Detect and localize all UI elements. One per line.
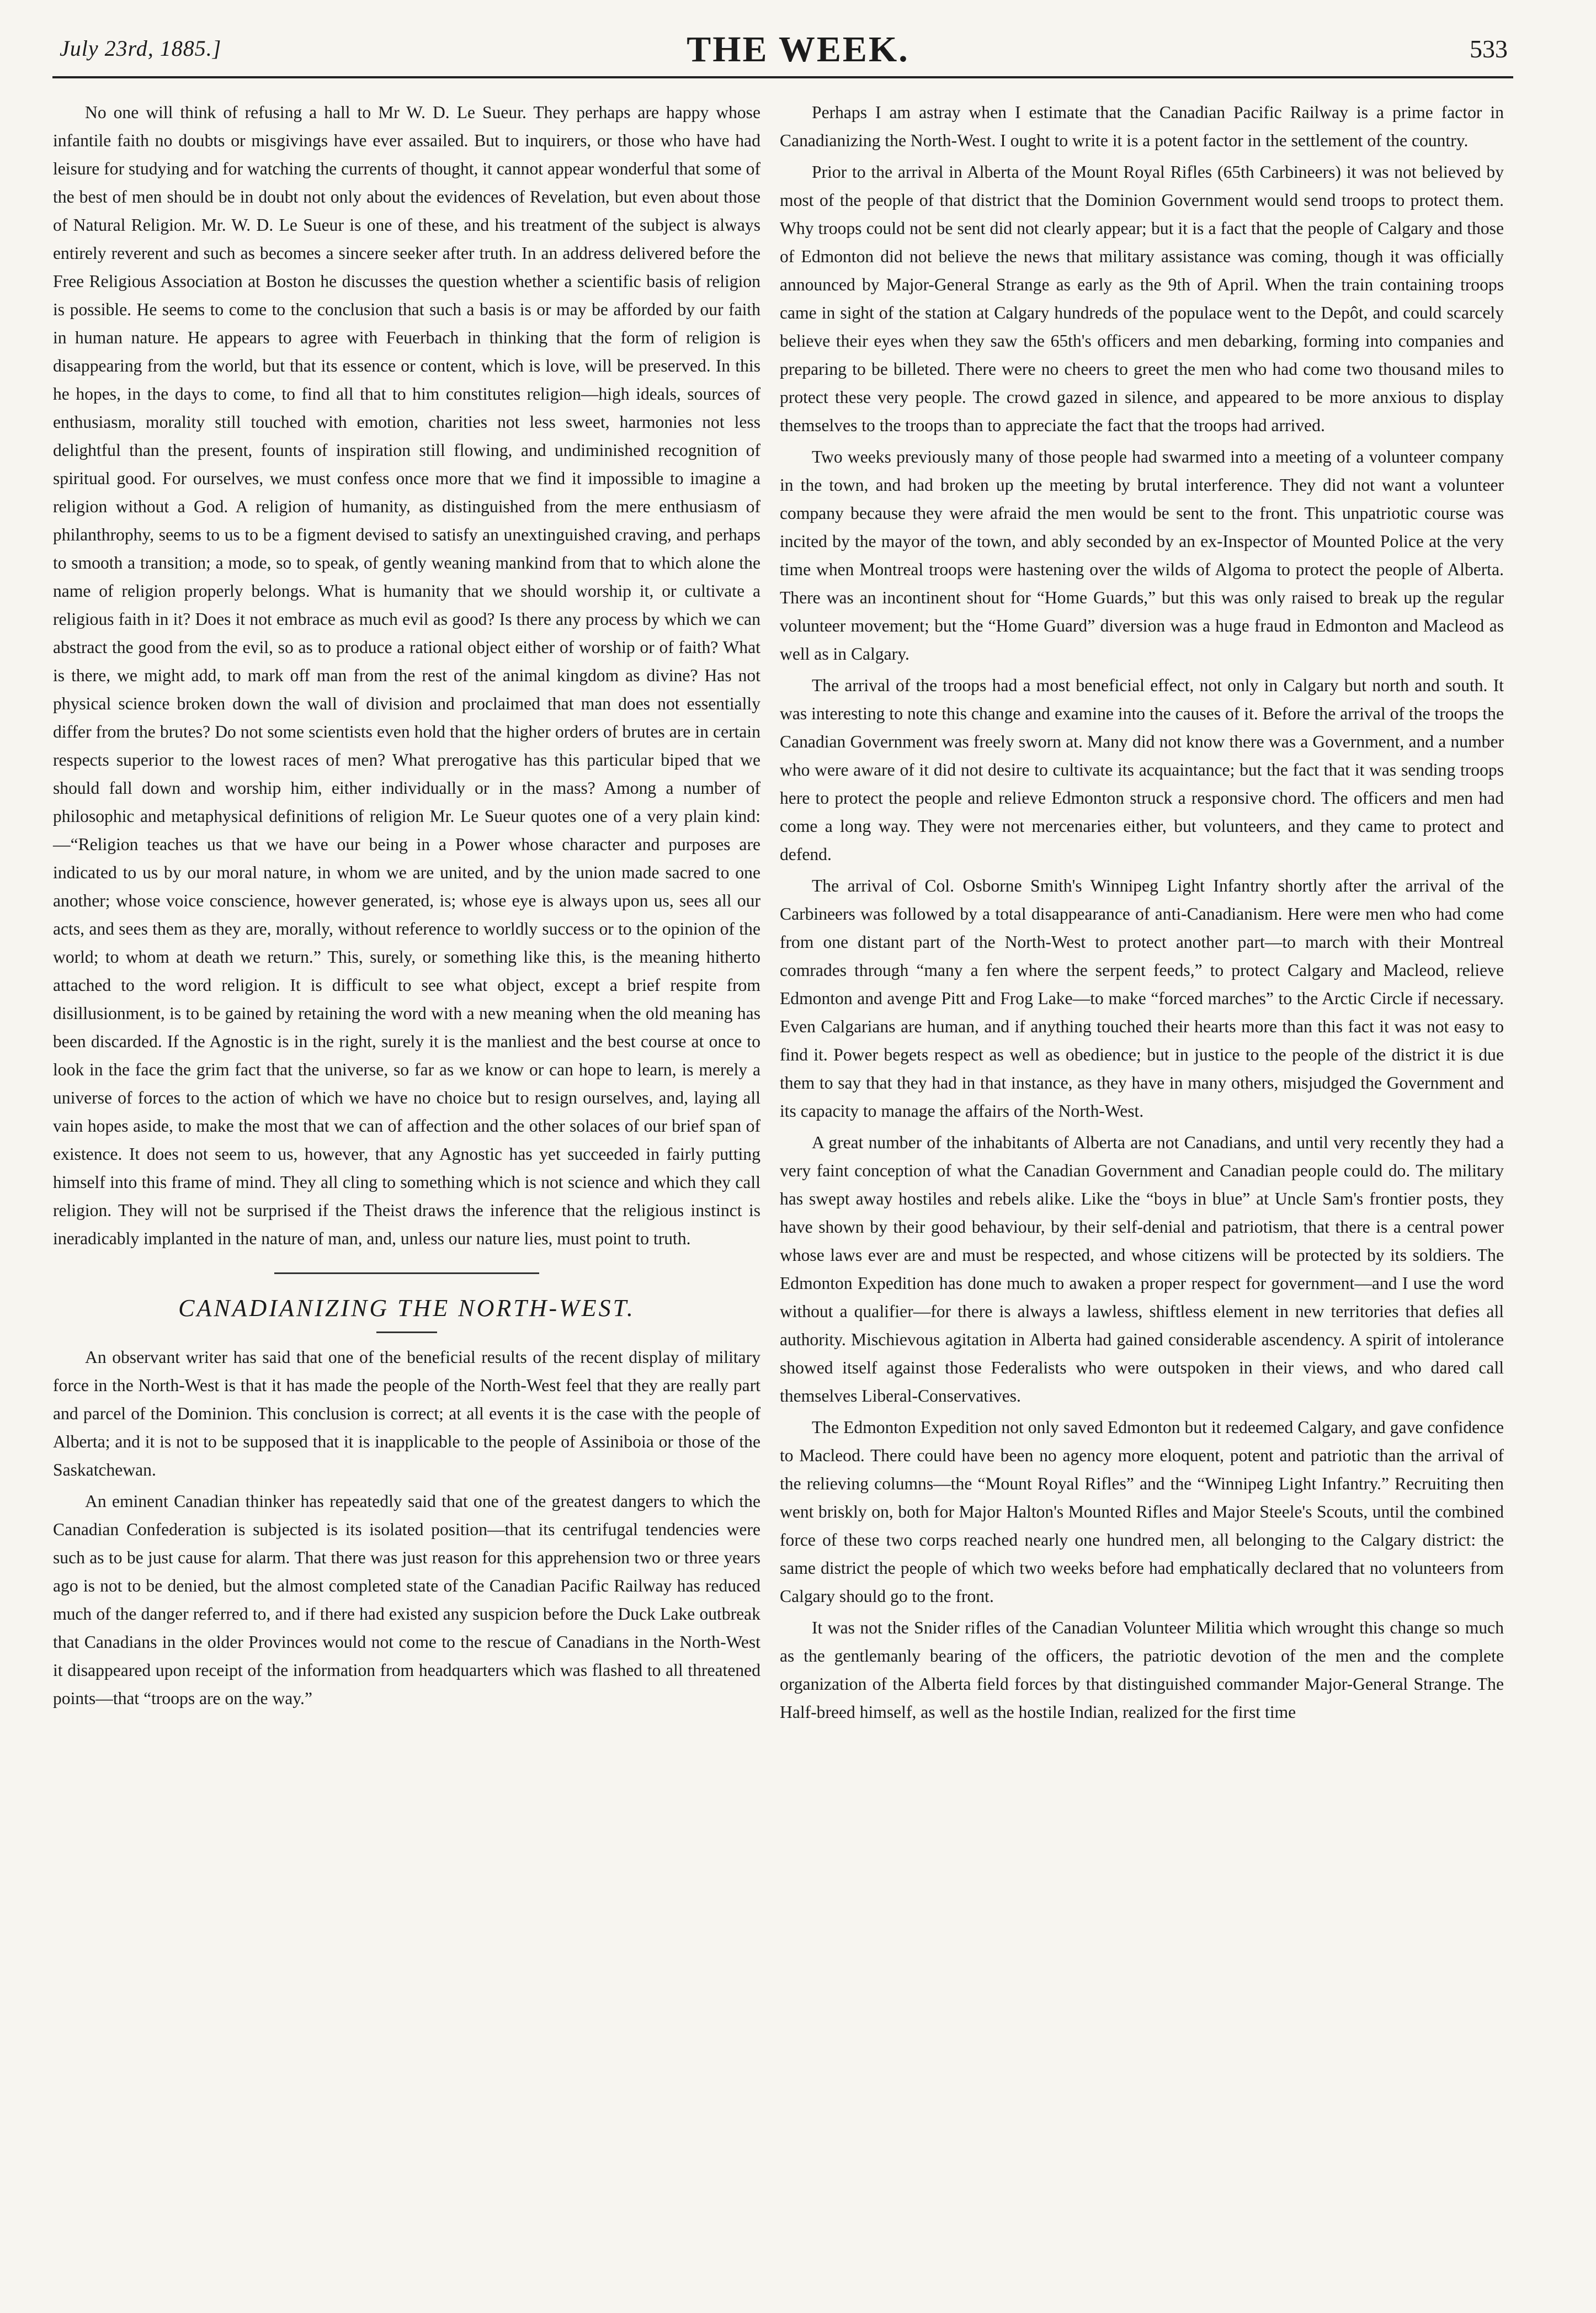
page-number: 533 (1470, 35, 1508, 63)
article-paragraph: It was not the Snider rifles of the Canadian Volunteer Militia which wrought this change so much as the gentlemanly bearing of the officers, the patriotic devotion of the men and the complete organization of the Alberta field forces by that distinguished commander Major-General Strange. The Half-breed himself, as well as the hostile Indian, realized for the first time (780, 1618, 1504, 1722)
article-paragraph: The arrival of the troops had a most beneficial effect, not only in Calgary but north and south. It was interesting to note this change and examine into the causes of it. Before the arrival of the troops the Canadian Government was freely sworn at. Many did not know there was a Government, and a number who were aware of it did not desire to cultivate its acquaintance; but the fact that it was sending troops here to protect the people and relieve Edmonton struck a responsive chord. The officers and men had come a long way. They were not mercenaries either, but volunteers, and they came to protect and defend. (780, 676, 1504, 864)
article-paragraph: An eminent Canadian thinker has repeatedly said that one of the greatest dangers to which the Canadian Confederation is subjected is its isolated position—that its centrifugal tendencies were such as to be just cause for alarm. That there was just reason for this apprehension two or three years ago is not to be denied, but the almost completed state of the Canadian Pacific Railway has reduced much of the danger referred to, and if there had existed any suspicion before the Duck Lake outbreak that Canadians in the older Provinces would not come to the rescue of Canadians in the North-West it disappeared upon receipt of the information from headquarters which was flashed to all threatened points—that “troops are on the way.” (53, 1492, 760, 1708)
right-column (780, 98, 1504, 1730)
header-rule (52, 76, 1513, 78)
article-paragraph: Prior to the arrival in Alberta of the Mount Royal Rifles (65th Carbineers) it was not believed by most of the people of that district that the Dominion Government would send troops to protect them. Why troops could not be sent did not clearly appear; but it is a fact that the people of Calgary and those of Edmonton did not believe the news that military assistance was coming, though it was officially announced by Major-General Strange as early as the 9th of April. When the train containing troops came in sight of the station at Calgary hundreds of the populace went to the Depôt, and could scarcely believe their eyes when they saw the 65th's officers and men debarking, forming into companies and preparing to be billeted. There were no cheers to greet the men who had come two thousand miles to protect these very people. The crowd gazed in silence, and appeared to be more anxious to display themselves to the troops than to appreciate the fact that the troops had arrived. (780, 162, 1504, 435)
article-paragraph: Two weeks previously many of those people had swarmed into a meeting of a volunteer company in the town, and had broken up the meeting by brutal interference. They did not want a volunteer company because they were afraid the men would be sent to the front. This unpatriotic course was incited by the mayor of the town, and ably seconded by an ex-Inspector of Mounted Police at the very time when Montreal troops were hastening over the wilds of Algoma to protect the people of Alberta. There was an incontinent shout for “Home Guards,” but this was only raised to break up the regular volunteer movement; but the “Home Guard” diversion was a huge fraud in Edmonton and Macleod as well as in Calgary. (780, 447, 1504, 664)
article-paragraph: The arrival of Col. Osborne Smith's Winnipeg Light Infantry shortly after the arrival of the Carbineers was followed by a total disappearance of anti-Canadianism. Here were men who had come from one distant part of the North-West to protect another part—to march with their Montreal comrades through “many a fen where the serpent feeds,” to protect Calgary and Macleod, relieve Edmonton and avenge Pitt and Frog Lake—to make “forced marches” to the Arctic Circle if necessary. Even Calgarians are human, and if anything touched their hearts more than this fact it was not easy to find it. Power begets respect as well as obedience; but in justice to the people of the district it is due them to say that they had in that instance, as they have in many others, misjudged the Government and its capacity to manage the affairs of the North-West. (780, 876, 1504, 1121)
left-column (53, 98, 760, 1716)
page-header (0, 0, 1596, 83)
le-sueur-paragraph: No one will think of refusing a hall to Mr W. D. Le Sueur. They perhaps are happy whose infantile faith no doubts or misgivings have ever assailed. But to inquirers, or those who have had leisure for studying and for watching the currents of thought, it cannot appear wonderful that some of the best of men should be in doubt not only about the evidences of Revelation, but even about those of Natural Religion. Mr. W. D. Le Sueur is one of these, and his treatment of the subject is always entirely reverent and such as becomes a sincere seeker after truth. In an address delivered before the Free Religious Association at Boston he discusses the question whether a scientific basis of religion is possible. He seems to come to the conclusion that such a basis is or may be afforded by our faith in human nature. He appears to agree with Feuerbach in thinking that the form of religion is disappearing from the world, but that its essence or content, which is love, will be preserved. In this he hopes, in the days to come, to find all that to him constitutes religion—high ideals, sources of enthusiasm, morality still touched with emotion, charities not less sweet, harmonies not less delightful than the present, founts of inspiration still flowing, and undiminished recognition of spiritual good. For ourselves, we must confess once more that we find it impossible to imagine a religion without a God. A religion of humanity, as distinguished from the mere enthusiasm of philanthrophy, seems to us to be a figment devised to satisfy an unextinguished craving, and perhaps to smooth a transition; a mode, so to speak, of gently weaning mankind from that to which alone the name of religion properly belongs. What is humanity that we should worship it, or cultivate a religious faith in it? Does it not embrace as much evil as good? Is there any process by which we can abstract the good from the evil, so as to produce a rational object either of worship or of faith? What is there, we might add, to mark off man from the rest of the animal kingdom as divine? Has not physical science broken down the wall of division and proclaimed that man does not essentially differ from the brutes? Do not some scientists even hold that the higher orders of brutes are in certain respects superior to the lowest races of men? What prerogative has this particular biped that we should fall down and worship him, either individually or in the mass? Among a number of philosophic and metaphysical definitions of religion Mr. Le Sueur quotes one of a very plain kind:—“Religion teaches us that we have our being in a Power whose character and purposes are indicated to us by our moral nature, in whom we are united, and by the union made sacred to one another; whose voice conscience, however generated, is; whose eye is always upon us, sees all our acts, and sees them as they are, morally, without reference to worldly success or to the opinion of the world; to whom at death we return.” This, surely, or something like this, is the meaning hitherto attached to the word religion. It is difficult to see what object, except a brief respite from disillusionment, is to be gained by retaining the word with a new meaning when the old meaning has been discarded. If the Agnostic is in the right, surely it is the manliest and the best course at once to look in the face the grim fact that the universe, so far as we know or can hope to learn, is merely a universe of forces to the action of which we have no choice but to resign ourselves, and, laying all vain hopes aside, to make the most that we can of affection and the other solaces of our brief span of existence. It does not seem to us, however, that any Agnostic has yet succeeded in fairly putting himself into this frame of mind. They all cling to something which is not science and which they call religion. They will not be surprised if the Theist draws the inference that the religious instinct is ineradicably implanted in the nature of man, and, unless our nature lies, must point to truth. (53, 103, 760, 1248)
section-divider (274, 1272, 539, 1274)
publication-title: THE WEEK. (687, 29, 909, 70)
title-underline (376, 1331, 437, 1333)
issue-date: July 23rd, 1885.] (60, 36, 222, 61)
article-paragraph: Perhaps I am astray when I estimate that the Canadian Pacific Railway is a prime factor in Canadianizing the North-West. I ought to write it is a potent factor in the settlement of the country. (780, 103, 1504, 150)
article-paragraph: The Edmonton Expedition not only saved Edmonton but it redeemed Calgary, and gave confidence to Macleod. There could have been no agency more eloquent, potent and patriotic than the arrival of the relieving columns—the “Mount Royal Rifles” and the “Winnipeg Light Infantry.” Recruiting then went briskly on, both for Major Halton's Mounted Rifles and Major Steele's Scouts, until the combined force of these two corps reached nearly one hundred men, all belonging to the Calgary district: the same district the people of which two weeks before had emphatically declared that no volunteers from Calgary should go to the front. (780, 1418, 1504, 1606)
article-paragraph: An observant writer has said that one of the beneficial results of the recent display of military force in the North-West is that it has made the people of the North-West feel that they are really part and parcel of the Dominion. This conclusion is correct; at all events it is the case with the people of Alberta; and it is not to be supposed that it is inapplicable to the people of Assiniboia or those of the Saskatchewan. (53, 1348, 760, 1479)
article-paragraph: A great number of the inhabitants of Alberta are not Canadians, and until very recently they had a very faint conception of what the Canadian Government and Canadian people could do. The military has swept away hostiles and rebels alike. Like the “boys in blue” at Uncle Sam's frontier posts, they have shown by their good behaviour, by their self-denial and patriotism, that there is a central power whose laws ever are and must be respected, and whose citizens will be protected by its soldiers. The Edmonton Expedition has done much to awaken a proper respect for government—and I use the word without a qualifier—for there is always a lawless, shiftless element in new territories that defies all authority. Mischievous agitation in Alberta had gained considerable ascendency. A spirit of intolerance showed itself against those Federalists who were outspoken in their views, and who dared call themselves Liberal-Conservatives. (780, 1133, 1504, 1405)
section-title: CANADIANIZING THE NORTH-WEST. (178, 1295, 635, 1322)
